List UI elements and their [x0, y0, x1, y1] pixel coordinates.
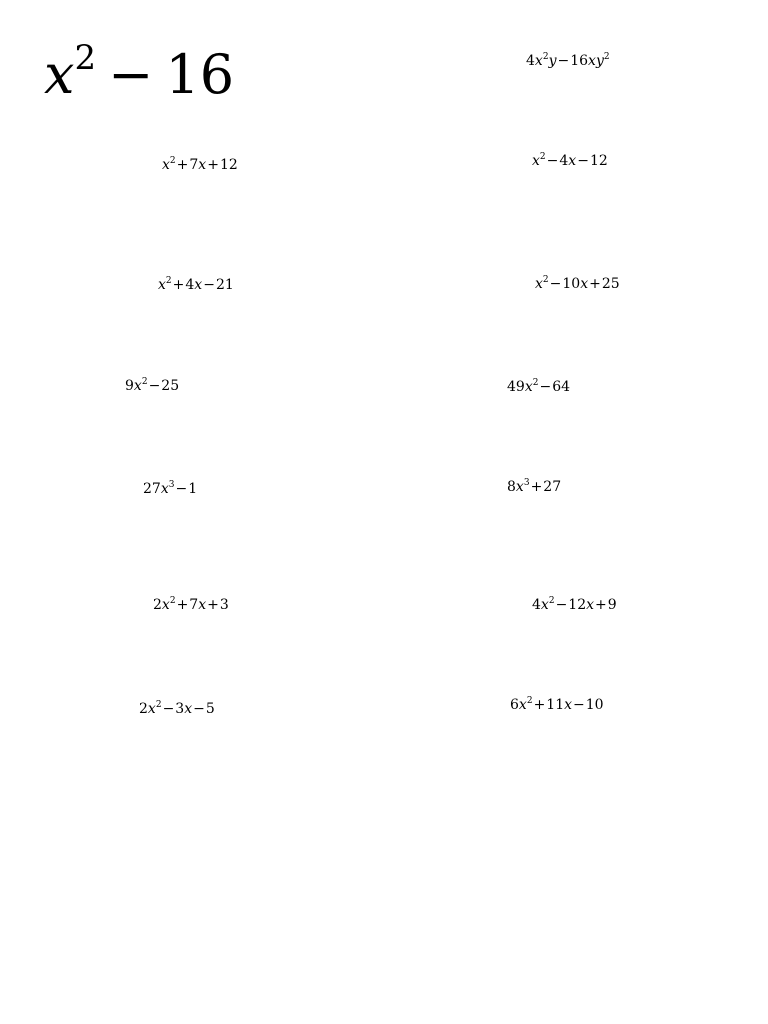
expression-8	[507, 380, 570, 394]
variable: x	[147, 701, 156, 717]
variable: x	[133, 378, 142, 394]
exponent: 2	[548, 596, 555, 606]
expression-11	[153, 598, 229, 612]
operator: −	[108, 43, 154, 106]
exponent: 2	[542, 52, 549, 62]
operator: +	[176, 597, 189, 613]
variable: x	[198, 157, 207, 173]
operator: +	[207, 597, 219, 613]
variable: x	[588, 53, 596, 69]
variable: x	[568, 153, 577, 169]
exponent: 2	[141, 377, 148, 387]
expression-3	[162, 158, 238, 172]
number: 10	[562, 276, 581, 292]
expression-13	[139, 702, 215, 716]
operator: −	[162, 701, 175, 717]
expression-5	[158, 278, 234, 292]
variable: x	[564, 697, 573, 713]
operator: +	[533, 697, 546, 713]
number: 8	[507, 479, 516, 495]
number: 7	[189, 597, 199, 613]
number: 6	[510, 697, 519, 713]
number: 4	[559, 153, 569, 169]
variable: x	[161, 597, 170, 613]
number: 27	[143, 481, 161, 497]
variable: y	[548, 53, 557, 69]
number: 4	[185, 277, 195, 293]
operator: +	[530, 479, 543, 495]
variable: x	[540, 597, 549, 613]
number: 21	[215, 277, 234, 293]
number: 16	[165, 43, 235, 106]
number: 12	[219, 157, 238, 173]
expression-1	[44, 38, 235, 106]
number: 27	[543, 479, 562, 495]
number: 3	[175, 701, 185, 717]
operator: −	[555, 597, 568, 613]
variable: y	[595, 53, 604, 69]
number: 2	[153, 597, 162, 613]
operator: −	[546, 153, 559, 169]
exponent: 2	[165, 276, 172, 286]
expression-7	[125, 379, 179, 393]
variable: x	[184, 701, 193, 717]
variable: x	[158, 277, 166, 293]
operator: −	[557, 53, 570, 69]
operator: −	[148, 378, 161, 394]
number: 49	[507, 379, 525, 395]
expression-10	[507, 480, 561, 494]
exponent: 2	[539, 152, 546, 162]
number: 2	[139, 701, 148, 717]
exponent: 2	[155, 700, 162, 710]
operator: +	[589, 276, 601, 292]
variable: x	[198, 597, 207, 613]
number: 9	[607, 597, 617, 613]
operator: −	[573, 697, 585, 713]
number: 12	[568, 597, 587, 613]
operator: −	[549, 276, 562, 292]
variable: x	[44, 43, 75, 106]
variable: x	[586, 597, 595, 613]
expression-4	[532, 154, 608, 168]
operator: −	[175, 481, 188, 497]
exponent: 2	[603, 52, 610, 62]
variable: x	[160, 481, 169, 497]
expression-2	[526, 54, 610, 68]
operator: −	[539, 379, 552, 395]
operator: −	[203, 277, 215, 293]
number: 25	[161, 378, 180, 394]
number: 3	[219, 597, 229, 613]
variable: x	[515, 479, 524, 495]
number: 10	[585, 697, 604, 713]
variable: x	[534, 53, 543, 69]
variable: x	[524, 379, 533, 395]
expression-12	[532, 598, 617, 612]
number: 7	[189, 157, 199, 173]
variable: x	[580, 276, 589, 292]
number: 11	[546, 697, 565, 713]
number: 1	[188, 481, 198, 497]
variable: x	[518, 697, 527, 713]
number: 16	[570, 53, 589, 69]
exponent: 3	[168, 480, 175, 490]
expression-9	[143, 482, 197, 496]
number: 4	[526, 53, 535, 69]
variable: x	[532, 153, 540, 169]
variable: x	[535, 276, 543, 292]
exponent: 2	[542, 275, 549, 285]
exponent: 2	[526, 696, 533, 706]
operator: +	[176, 157, 189, 173]
expression-14	[510, 698, 604, 712]
operator: +	[595, 597, 607, 613]
operator: −	[577, 153, 589, 169]
variable: x	[162, 157, 170, 173]
exponent: 2	[169, 156, 176, 166]
number: 25	[601, 276, 620, 292]
expression-6	[535, 277, 620, 291]
exponent: 3	[523, 478, 530, 488]
number: 5	[205, 701, 215, 717]
operator: +	[207, 157, 219, 173]
exponent: 2	[74, 38, 97, 78]
number: 12	[589, 153, 608, 169]
operator: +	[172, 277, 185, 293]
number: 64	[552, 379, 571, 395]
number: 9	[125, 378, 134, 394]
variable: x	[194, 277, 203, 293]
exponent: 2	[532, 378, 539, 388]
exponent: 2	[169, 596, 176, 606]
number: 4	[532, 597, 541, 613]
operator: −	[193, 701, 205, 717]
